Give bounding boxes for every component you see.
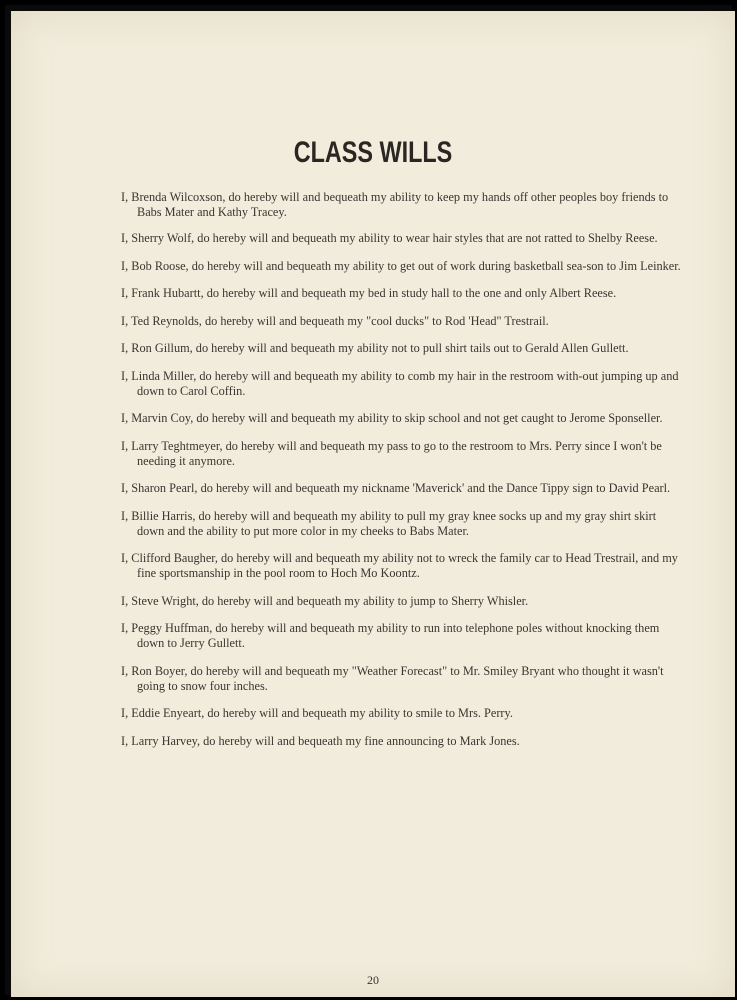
will-entry: I, Brenda Wilcoxson, do hereby will and bequeath my ability to keep my hands off other peoples boy friends to Babs Mater and Kathy Tracey. bbox=[121, 190, 669, 219]
page-title: CLASS WILLS bbox=[293, 136, 453, 169]
will-entry: I, Frank Hubartt, do hereby will and bequeath my bed in study hall to the one and only Albert Reese. bbox=[121, 286, 617, 300]
will-entry: I, Bob Roose, do hereby will and bequeath my ability to get out of work during basketball sea-son to Jim Leinker. bbox=[121, 258, 681, 273]
will-entry: I, Ron Boyer, do hereby will and bequeath my "Weather Forecast" to Mr. Smiley Bryant who thought it wasn't going to snow four inches. bbox=[121, 663, 664, 693]
will-entry: I, Eddie Enyeart, do hereby will and bequeath my ability to smile to Mrs. Perry. bbox=[121, 706, 513, 720]
will-entry: I, Sherry Wolf, do hereby will and bequeath my ability to wear hair styles that are not ratted to Shelby Reese. bbox=[121, 231, 658, 245]
will-entry: I, Marvin Coy, do hereby will and bequeath my ability to skip school and not get caught to Jerome Sponseller. bbox=[121, 411, 663, 425]
scan-frame bbox=[5, 5, 732, 995]
will-entry: I, Larry Harvey, do hereby will and bequeath my fine announcing to Mark Jones. bbox=[121, 733, 520, 748]
will-entry: I, Larry Teghtmeyer, do hereby will and bequeath my pass to go to the restroom to Mrs. Perry since I won't be needing it anymore. bbox=[121, 438, 662, 468]
document-page bbox=[11, 11, 735, 997]
class-wills-list bbox=[121, 190, 681, 761]
will-entry: I, Linda Miller, do hereby will and bequeath my ability to comb my hair in the restroom with-out jumping up and down to Carol Coffin. bbox=[121, 368, 679, 398]
will-entry: I, Sharon Pearl, do hereby will and bequeath my nickname 'Maverick' and the Dance Tippy sign to David Pearl. bbox=[121, 481, 671, 495]
will-entry: I, Billie Harris, do hereby will and bequeath my ability to pull my gray knee socks up and my gray shirt skirt down and the ability to put more color in my cheeks to Babs Mater. bbox=[121, 508, 657, 538]
will-entry: I, Clifford Baugher, do hereby will and bequeath my ability not to wreck the family car to Head Trestrail, and my fine sportsmanship in the pool room to Hoch Mo Koontz. bbox=[121, 551, 678, 580]
will-entry: I, Steve Wright, do hereby will and bequeath my ability to jump to Sherry Whisler. bbox=[121, 593, 529, 608]
will-entry: I, Ted Reynolds, do hereby will and bequeath my "cool ducks" to Rod 'Head" Trestrail. bbox=[121, 313, 549, 328]
will-entry: I, Ron Gillum, do hereby will and bequeath my ability not to pull shirt tails out to Gerald Allen Gullett. bbox=[121, 341, 629, 355]
will-entry: I, Peggy Huffman, do hereby will and bequeath my ability to run into telephone poles without knocking them down to Jerry Gullett. bbox=[121, 621, 660, 650]
page-number: 20 bbox=[367, 973, 379, 987]
